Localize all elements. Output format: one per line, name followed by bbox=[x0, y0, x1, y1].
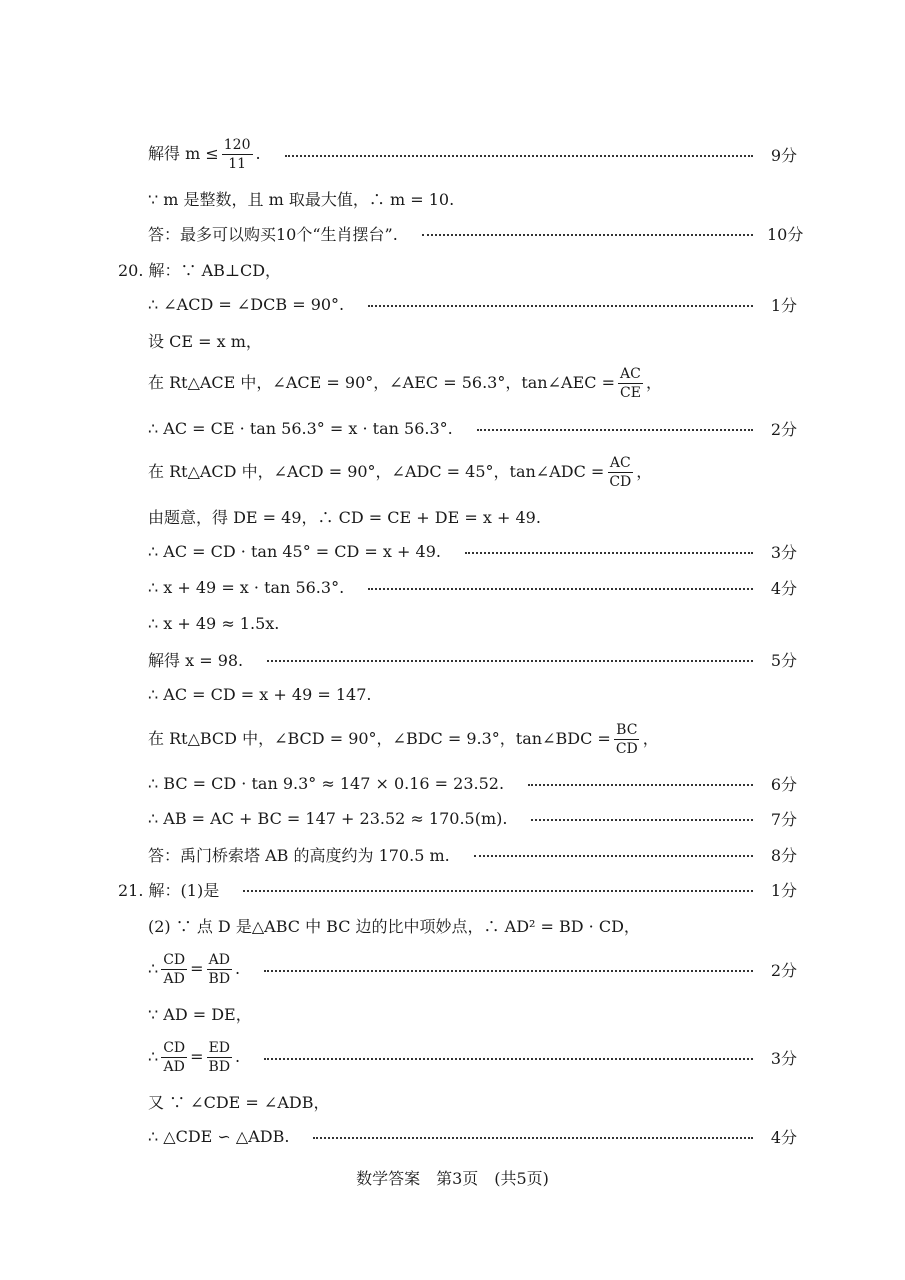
score-label: 3分 bbox=[770, 1048, 797, 1068]
line-text: ∴ AC = CE · tan 56.3° = x · tan 56.3°. bbox=[148, 418, 453, 438]
dotted-leader bbox=[264, 970, 753, 972]
score-label: 1分 bbox=[770, 880, 797, 900]
fraction bbox=[614, 721, 640, 758]
solution-line bbox=[148, 721, 797, 757]
fraction bbox=[207, 951, 233, 988]
line-text: ∴ AC = CD · tan 45° = CD = x + 49. bbox=[148, 541, 441, 561]
solution-line bbox=[148, 807, 797, 829]
solution-line bbox=[148, 417, 797, 439]
line-text: (2) ∵ 点 D 是△ABC 中 BC 边的比中项妙点，∴ AD² = BD · CD， bbox=[148, 916, 640, 936]
line-text: ∴ $\frac{CD}{AD}$ = $\frac{AD}{BD}$ . bbox=[148, 951, 241, 987]
dotted-leader bbox=[313, 1137, 753, 1139]
solution-line bbox=[148, 540, 797, 562]
dotted-leader bbox=[285, 155, 753, 157]
solution-line bbox=[148, 648, 797, 670]
dotted-leader bbox=[368, 588, 753, 590]
denominator: AD bbox=[163, 970, 185, 987]
solution-line bbox=[148, 505, 797, 527]
solution-line bbox=[148, 576, 797, 598]
numerator: AC bbox=[620, 365, 641, 382]
score-label: 1分 bbox=[770, 295, 797, 315]
solution-line bbox=[118, 258, 797, 280]
dotted-leader bbox=[465, 552, 753, 554]
line-text: ∴ AB = AC + BC = 147 + 23.52 ≈ 170.5(m). bbox=[148, 808, 508, 828]
dotted-leader bbox=[243, 890, 753, 892]
solution-line bbox=[148, 772, 797, 794]
solution-line bbox=[148, 1039, 797, 1075]
line-text: ∵ m 是整数，且 m 取最大值，∴ m = 10. bbox=[148, 189, 455, 209]
fraction bbox=[161, 1039, 187, 1076]
solution-line bbox=[148, 329, 797, 351]
line-text: ∴ x + 49 = x · tan 56.3°. bbox=[148, 577, 345, 597]
dotted-leader bbox=[368, 305, 753, 307]
solution-line bbox=[148, 187, 797, 209]
line-text: 又 ∵ ∠CDE = ∠ADB， bbox=[148, 1092, 330, 1112]
fraction bbox=[161, 951, 187, 988]
denominator: CD bbox=[609, 473, 632, 490]
line-text: 21. 解：(1)是 bbox=[118, 880, 220, 900]
denominator: CE bbox=[620, 384, 641, 401]
dotted-leader bbox=[528, 784, 753, 786]
denominator: AD bbox=[163, 1058, 185, 1075]
solution-line bbox=[148, 914, 797, 936]
score-label: 4分 bbox=[770, 578, 797, 598]
solution-line bbox=[148, 1090, 797, 1112]
solution-line bbox=[148, 612, 797, 634]
solution-line bbox=[148, 683, 797, 705]
numerator: CD bbox=[163, 951, 186, 968]
numerator: ED bbox=[208, 1039, 231, 1056]
line-text: 由题意，得 DE = 49，∴ CD = CE + DE = x + 49. bbox=[148, 507, 541, 527]
fraction bbox=[607, 454, 633, 491]
line-text: 设 CE = x m， bbox=[148, 331, 262, 351]
numerator: AD bbox=[208, 951, 230, 968]
line-text: 解得 x = 98. bbox=[148, 650, 244, 670]
line-text: ∴ x + 49 ≈ 1.5x. bbox=[148, 613, 280, 633]
dotted-leader bbox=[422, 234, 753, 236]
solution-line bbox=[148, 1002, 797, 1024]
line-text: 在 Rt△ACE 中，∠ACE = 90°，∠AEC = 56.3°，tan∠AEC = $\frac{AC}{CE}$ ， bbox=[148, 365, 662, 401]
solution-line bbox=[148, 293, 797, 315]
numerator: AC bbox=[609, 454, 631, 471]
line-text: ∴ ∠ACD = ∠DCB = 90°. bbox=[148, 294, 345, 314]
numerator: 120 bbox=[223, 136, 251, 153]
solution-line bbox=[148, 222, 804, 244]
score-label: 4分 bbox=[770, 1127, 797, 1147]
score-label: 2分 bbox=[770, 419, 797, 439]
score-label: 7分 bbox=[770, 809, 797, 829]
line-text: ∴ $\frac{CD}{AD}$ = $\frac{ED}{BD}$ . bbox=[148, 1039, 241, 1075]
dotted-leader bbox=[531, 819, 753, 821]
score-label: 6分 bbox=[770, 774, 797, 794]
fraction bbox=[222, 136, 253, 173]
line-text: 在 Rt△BCD 中，∠BCD = 90°，∠BDC = 9.3°，tan∠BDC = $\frac{BC}{CD}$ ， bbox=[148, 721, 659, 757]
solution-line bbox=[148, 843, 797, 865]
solution-line bbox=[148, 1125, 797, 1147]
score-label: 9分 bbox=[770, 145, 797, 165]
solution-line bbox=[118, 878, 797, 900]
denominator: 11 bbox=[228, 155, 247, 172]
score-label: 2分 bbox=[770, 960, 797, 980]
dotted-leader bbox=[267, 660, 753, 662]
dotted-leader bbox=[474, 855, 753, 857]
dotted-leader bbox=[477, 429, 753, 431]
denominator: CD bbox=[615, 740, 638, 757]
denominator: BD bbox=[208, 970, 231, 987]
score-label: 8分 bbox=[770, 845, 797, 865]
score-label: 10分 bbox=[767, 224, 804, 244]
fraction bbox=[618, 365, 643, 402]
page-footer: 数学答案 第3页 (共5页) bbox=[356, 1169, 549, 1188]
line-text: 答：最多可以购买10个“生肖摆台”. bbox=[148, 224, 398, 244]
line-text: 解得 m ≤ $\frac{120}{11}$ . bbox=[148, 136, 261, 172]
line-text: ∴ △CDE ∽ △ADB. bbox=[148, 1126, 290, 1146]
denominator: BD bbox=[208, 1058, 231, 1075]
numerator: BC bbox=[616, 721, 638, 738]
solution-line bbox=[148, 454, 797, 490]
dotted-leader bbox=[264, 1058, 753, 1060]
fraction bbox=[207, 1039, 233, 1076]
line-text: 在 Rt△ACD 中，∠ACD = 90°，∠ADC = 45°，tan∠ADC = $\frac{AC}{CD}$ ， bbox=[148, 454, 653, 490]
solution-line bbox=[148, 136, 797, 172]
line-text: ∵ AD = DE， bbox=[148, 1004, 252, 1024]
line-text: 20. 解：∵ AB⊥CD， bbox=[118, 260, 282, 280]
solution-line bbox=[148, 951, 797, 987]
score-label: 3分 bbox=[770, 542, 797, 562]
solution-line bbox=[148, 365, 797, 401]
line-text: ∴ BC = CD · tan 9.3° ≈ 147 × 0.16 = 23.52. bbox=[148, 773, 505, 793]
line-text: 答：禹门桥索塔 AB 的高度约为 170.5 m. bbox=[148, 845, 450, 865]
numerator: CD bbox=[163, 1039, 186, 1056]
line-text: ∴ AC = CD = x + 49 = 147. bbox=[148, 684, 372, 704]
score-label: 5分 bbox=[770, 650, 797, 670]
